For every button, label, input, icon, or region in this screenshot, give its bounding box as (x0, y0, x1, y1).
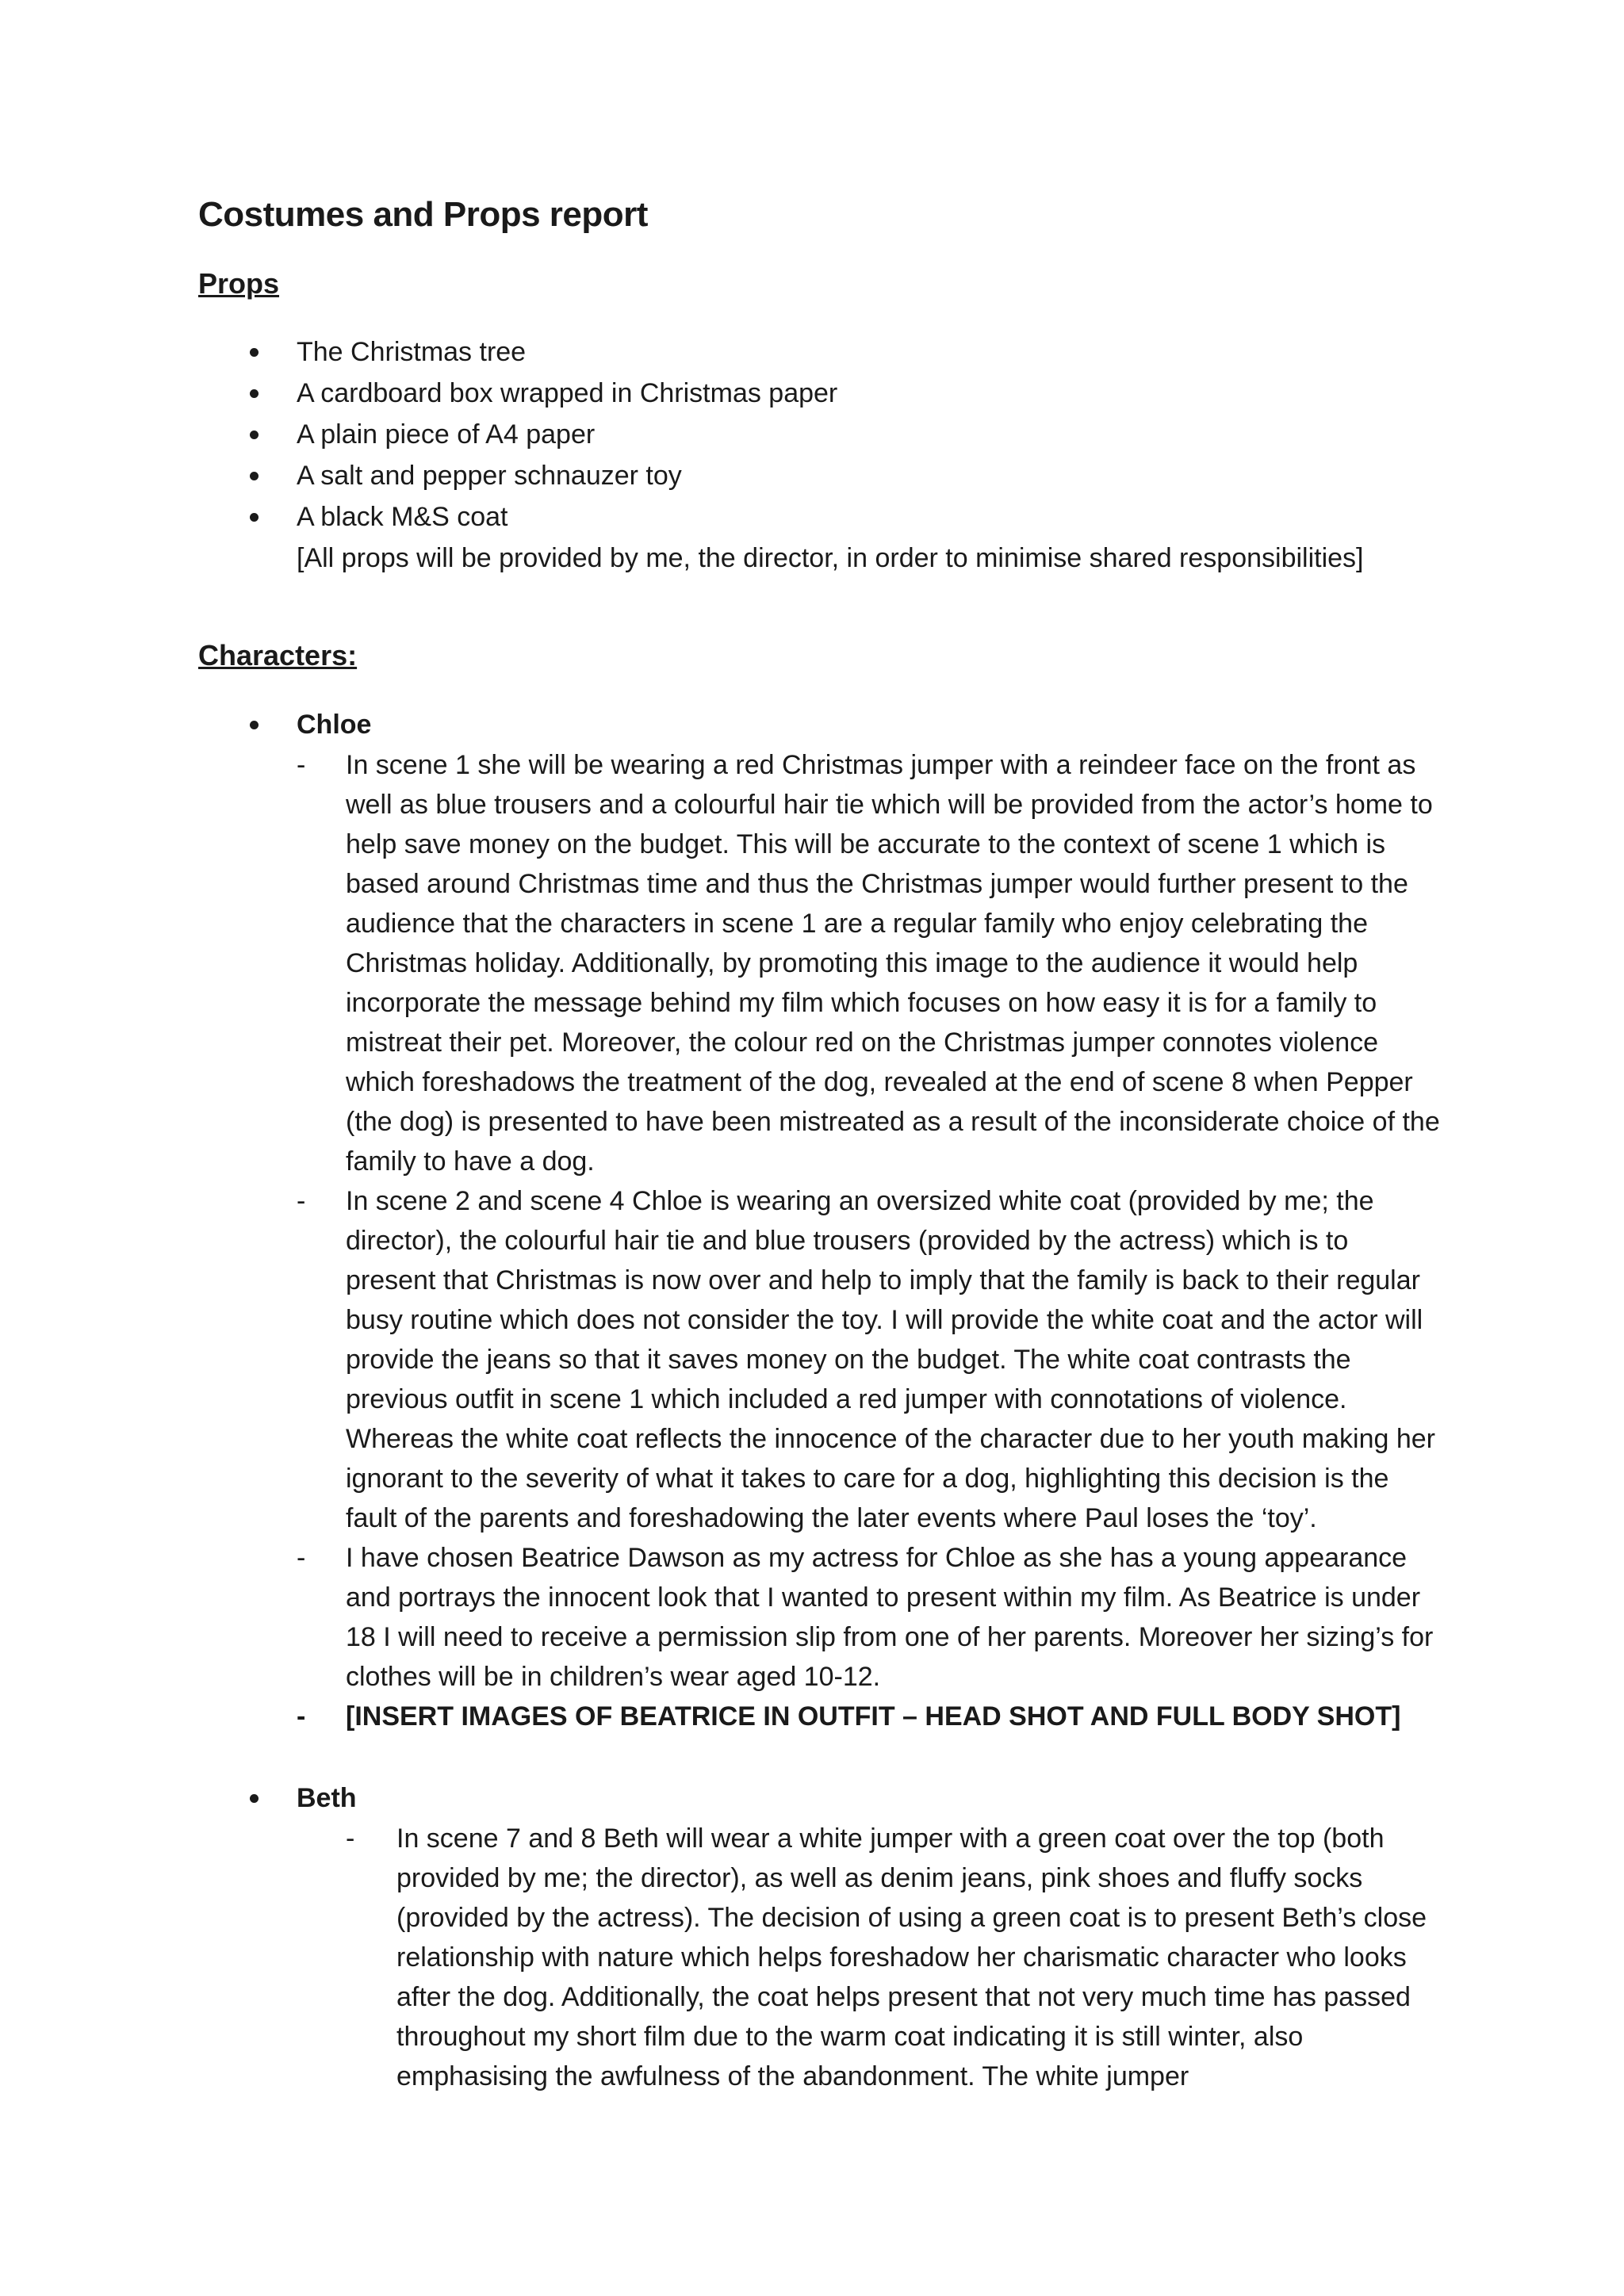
character-notes (198, 1819, 1451, 2096)
list-item (198, 496, 1435, 579)
list-item: - In scene 1 she will be wearing a red Christmas jumper with a reindeer face on the front as well as blue trousers and a colourful hair tie which will be provided from the actor’s home to help save money on the budget. This will be accurate to the context of scene 1 which is based around Christmas time and thus the Christmas jumper would further present to the audience that the characters in scene 1 are a regular family who enjoy celebrating the Christmas holiday. Additionally, by promoting this image to the audience it would help incorporate the message behind my film which focuses on how easy it is for a family to mistreat their pet. Moreover, the colour red on the Christmas jumper connotes violence which foreshadows the treatment of the dog, revealed at the end of scene 8 when Pepper (the dog) is presented to have been mistreated as a result of the inconsiderate choice of the family to have a dog. (198, 745, 1440, 1181)
character-name: Chloe (198, 704, 1451, 745)
list-item: - I have chosen Beatrice Dawson as my actress for Chloe as she has a young appearance and portrays the innocent look that I wanted to present within my film. As Beatrice is under 18 I will need to receive a permission slip from one of her parents. Moreover her sizing’s for clothes will be in children’s wear aged 10-12. (198, 1538, 1440, 1697)
props-note: [All props will be provided by me, the director, in order to minimise shared responsibilities] (297, 543, 1364, 573)
character-notes (198, 745, 1451, 1736)
props-list (198, 331, 1435, 579)
props-heading: Props (198, 267, 280, 300)
character-section-beth (198, 1777, 1451, 2096)
list-item: A cardboard box wrapped in Christmas paper (198, 373, 1435, 414)
characters-heading: Characters: (198, 639, 358, 672)
character-name: Beth (198, 1777, 1451, 1819)
page-title: Costumes and Props report (198, 195, 648, 234)
list-item: - In scene 7 and 8 Beth will wear a white jumper with a green coat over the top (both provided by me; the director), as well as denim jeans, pink shoes and fluffy socks (provided by the actress). The decision of using a green coat is to present Beth’s close relationship with nature which helps foreshadow her charismatic character who looks after the dog. Additionally, the coat helps present that not very much time has passed throughout my short film due to the warm coat indicating it is still winter, also emphasising the awfulness of the abandonment. The white jumper (198, 1819, 1427, 2096)
prop-label: A black M&S coat (297, 502, 508, 532)
list-item: - In scene 2 and scene 4 Chloe is wearing an oversized white coat (provided by me; the director), the colourful hair tie and blue trousers (provided by the actress) which is to present that Christmas is now over and help to imply that the family is back to their regular busy routine which does not consider the toy. I will provide the white coat and the actor will provide the jeans so that it saves money on the budget. The white coat contrasts the previous outfit in scene 1 which included a red jumper with connotations of violence. Whereas the white coat reflects the innocence of the character due to her youth making her ignorant to the severity of what it takes to care for a dog, highlighting this decision is the fault of the parents and foreshadowing the later events where Paul loses the ‘toy’. (198, 1181, 1440, 1538)
image-placeholder-note: - [INSERT IMAGES OF BEATRICE IN OUTFIT – HEAD SHOT AND FULL BODY SHOT] (198, 1697, 1440, 1736)
list-item: A plain piece of A4 paper (198, 414, 1435, 455)
list-item: A salt and pepper schnauzer toy (198, 455, 1435, 496)
list-item: The Christmas tree (198, 331, 1435, 373)
character-section-chloe (198, 704, 1451, 1736)
